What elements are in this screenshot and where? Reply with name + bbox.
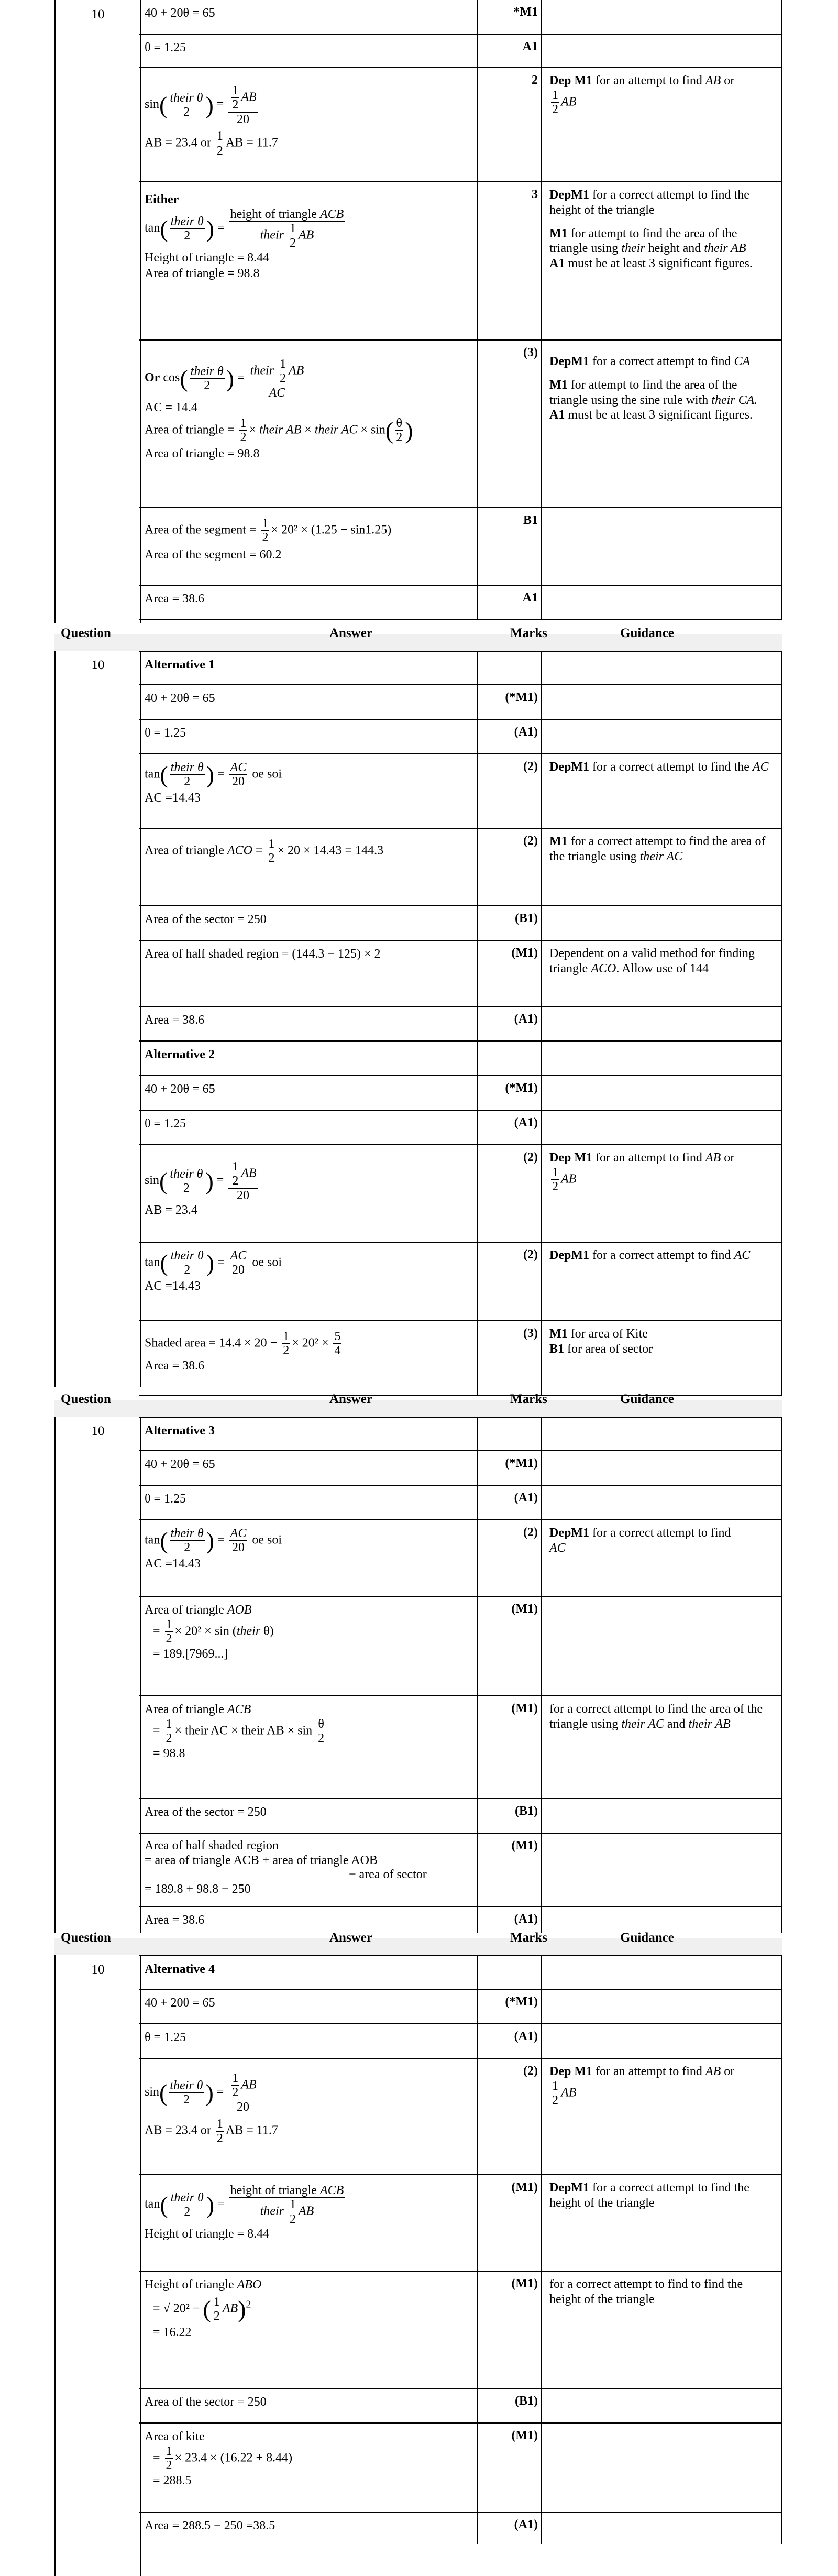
marks-cell: (M1) [478, 2272, 542, 2388]
marks-cell: (2) [478, 829, 542, 905]
answer-cell: Either tan( $\frac{\text{their θ}}{2}$ ) = height of triangle ACB their $\frac{1}{2}$ AB Height of triangle = 8.44 Area of triangle = 98.8 [139, 182, 478, 339]
marks-cell: (3) [478, 1321, 542, 1395]
table-row [139, 1042, 782, 1076]
marks-cell: (M1) [478, 1834, 542, 1906]
question-column [54, 1417, 141, 1933]
table-row [139, 1907, 782, 1933]
marks-cell: (A1) [478, 1907, 542, 1933]
table-row [139, 1007, 782, 1042]
alternative-4-section [54, 1955, 782, 2576]
table-row [139, 1111, 782, 1145]
marks-cell: (M1) [478, 1597, 542, 1695]
answer-cell: tan( $\frac{\text{their θ}}{2}$ ) = $\frac{AC}{20}$ oe soi AC =14.43 [139, 1520, 478, 1596]
guidance-cell [542, 586, 782, 619]
marks-cell [478, 1042, 542, 1075]
table-row [139, 829, 782, 906]
guidance-cell: DepM1 for a correct attempt to find the AC [542, 754, 782, 828]
table-row [139, 651, 782, 685]
table-row [139, 1955, 782, 1990]
answer-cell: tan( $\frac{\text{their θ}}{2}$ ) = $\frac{AC}{20}$ oe soi AC =14.43 [139, 754, 478, 828]
marks-cell [478, 652, 542, 684]
guidance-cell [542, 652, 782, 684]
answer-cell: 40 + 20θ = 65 [139, 0, 478, 34]
marks-cell: (*M1) [478, 1451, 542, 1485]
guidance-cell [542, 720, 782, 753]
guidance-cell: DepM1 for a correct attempt to find the height of the triangle [542, 2175, 782, 2271]
table-row [139, 1597, 782, 1696]
answer-cell: Area of triangle ACB = $\frac{1}{2}$ × their AC × their AB × sin $\frac{\theta}{2}$ = 98.8 [139, 1696, 478, 1798]
guidance-cell [542, 1834, 782, 1906]
table-row [139, 1696, 782, 1799]
answer-cell: Height of triangle ABO = √ 20² − ( $\frac{1}{2}$ AB)$^2$ = 16.22 [139, 2272, 478, 2388]
table-row [139, 1417, 782, 1451]
answer-cell: Or cos( $\frac{\text{their θ}}{2}$ ) = their $\frac{1}{2}$ AB AC AC = 14.4 Area of triangle = $\frac{1}{2}$ × their AB × their AC × sin( $\frac{\theta}{2}$ ) Area of triangle = 98.8 [139, 341, 478, 507]
marks-cell: (M1) [478, 2424, 542, 2512]
guidance-cell: Dep M1 for an attempt to find AB or $\frac{1}{2}$ AB [542, 1145, 782, 1242]
answer-cell: sin( $\frac{\text{their θ}}{2}$ ) = $\frac{1}{2}$ AB 20 AB = 23.4 or $\frac{1}{2}$ AB = 11.7 [139, 68, 478, 181]
marks-cell: (A1) [478, 720, 542, 753]
answer-cell: 40 + 20θ = 65 [139, 1990, 478, 2023]
table-row [139, 182, 782, 341]
answer-cell: θ = 1.25 [139, 1486, 478, 1519]
marks-cell: (M1) [478, 1696, 542, 1798]
question-column [54, 1955, 141, 2576]
table-row [139, 1486, 782, 1520]
answer-cell: θ = 1.25 [139, 2024, 478, 2058]
answer-cell: Alternative 1 [139, 652, 478, 684]
marks-cell: A1 [478, 586, 542, 619]
guidance-cell [542, 2024, 782, 2058]
answer-rows [139, 0, 782, 620]
answer-cell: Area = 38.6 [139, 586, 478, 619]
answer-cell: θ = 1.25 [139, 720, 478, 753]
guidance-cell: for a correct attempt to find the area of the triangle using their AC and their AB [542, 1696, 782, 1798]
guidance-cell: Dep M1 for an attempt to find AB or $\frac{1}{2}$ AB [542, 2059, 782, 2174]
guidance-cell [542, 2424, 782, 2512]
table-row [139, 0, 782, 35]
marks-cell: (B1) [478, 906, 542, 940]
marks-cell: (B1) [478, 1799, 542, 1833]
answer-rows [139, 1955, 782, 2544]
guidance-cell [542, 1799, 782, 1833]
table-row [139, 1145, 782, 1243]
marks-cell: (M1) [478, 941, 542, 1006]
table-row [139, 2024, 782, 2059]
marks-cell [478, 1956, 542, 1989]
alternatives-1-2-section [54, 651, 782, 1387]
table-row [139, 35, 782, 68]
guidance-cell [542, 1451, 782, 1485]
table-row [139, 1321, 782, 1396]
marks-cell: (A1) [478, 1007, 542, 1040]
question-number: 10 [91, 658, 105, 672]
answer-cell: tan( $\frac{\text{their θ}}{2}$ ) = $\frac{AC}{20}$ oe soi AC =14.43 [139, 1243, 478, 1320]
guidance-cell: M1 for a correct attempt to find the area of the triangle using their AC [542, 829, 782, 905]
marks-cell: (2) [478, 754, 542, 828]
answer-cell: sin( $\frac{\text{their θ}}{2}$ ) = $\frac{1}{2}$ AB 20 AB = 23.4 [139, 1145, 478, 1242]
table-row [139, 2175, 782, 2272]
guidance-cell: DepM1 for a correct attempt to find CA M1 for attempt to find the area of the triangle using the sine rule with their CA. A1 must be at least 3 significant figures. [542, 341, 782, 507]
table-row [139, 941, 782, 1007]
answer-cell: Area of the sector = 250 [139, 2389, 478, 2422]
guidance-cell [542, 1007, 782, 1040]
column-header-bar: Question Answer Marks Guidance [54, 634, 782, 651]
alternative-3-section [54, 1417, 782, 1933]
marks-cell: 3 [478, 182, 542, 339]
answer-cell: Alternative 2 [139, 1042, 478, 1075]
guidance-cell [542, 1042, 782, 1075]
guidance-cell [542, 1990, 782, 2023]
answer-cell: tan( $\frac{\text{their θ}}{2}$ ) = height of triangle ACB their $\frac{1}{2}$ AB Height of triangle = 8.44 [139, 2175, 478, 2271]
table-row [139, 685, 782, 720]
marks-cell: 2 [478, 68, 542, 181]
answer-cell: 40 + 20θ = 65 [139, 685, 478, 719]
guidance-cell [542, 0, 782, 34]
answer-cell: sin( $\frac{\text{their θ}}{2}$ ) = $\frac{1}{2}$ AB 20 AB = 23.4 or $\frac{1}{2}$ AB = 11.7 [139, 2059, 478, 2174]
answer-cell: Area of the sector = 250 [139, 906, 478, 940]
answer-cell: Area = 38.6 [139, 1007, 478, 1040]
question-number: 10 [91, 7, 105, 21]
answer-cell: Area of triangle AOB = $\frac{1}{2}$ × 20² × sin (their θ) = 189.[7969...] [139, 1597, 478, 1695]
answer-cell: 40 + 20θ = 65 [139, 1451, 478, 1485]
guidance-cell [542, 35, 782, 67]
marks-cell: (A1) [478, 1486, 542, 1519]
marks-cell: *M1 [478, 0, 542, 34]
table-row [139, 1451, 782, 1486]
table-row [139, 2389, 782, 2424]
guidance-cell [542, 1076, 782, 1110]
marks-cell: (A1) [478, 1111, 542, 1144]
marks-cell [478, 1418, 542, 1450]
guidance-cell [542, 2389, 782, 2422]
guidance-cell [542, 1111, 782, 1144]
guidance-cell: DepM1 for a correct attempt to find the height of the triangle M1 for attempt to find the area of the triangle using their height and their AB A1 must be at least 3 significant figures. [542, 182, 782, 339]
answer-cell: Area of kite = $\frac{1}{2}$ × 23.4 × (16.22 + 8.44) = 288.5 [139, 2424, 478, 2512]
question-number: 10 [91, 1963, 105, 1977]
marks-cell: (B1) [478, 2389, 542, 2422]
answer-cell: Alternative 4 [139, 1956, 478, 1989]
table-row [139, 1243, 782, 1321]
column-header-bar: Question Answer Marks Guidance [54, 1938, 782, 1955]
table-row [139, 2513, 782, 2544]
guidance-cell [542, 1907, 782, 1933]
guidance-cell: DepM1 for a correct attempt to find AC [542, 1243, 782, 1320]
table-row [139, 1834, 782, 1907]
table-row [139, 1076, 782, 1111]
table-row [139, 1990, 782, 2024]
answer-cell: Area of triangle ACO = $\frac{1}{2}$ × 20 × 14.43 = 144.3 [139, 829, 478, 905]
marks-cell: B1 [478, 508, 542, 585]
answer-cell: Area of half shaded region = (144.3 − 125) × 2 [139, 941, 478, 1006]
marks-cell: (*M1) [478, 1076, 542, 1110]
guidance-cell [542, 1597, 782, 1695]
guidance-cell: DepM1 for a correct attempt to find AC [542, 1520, 782, 1596]
table-row [139, 2424, 782, 2513]
page-1-section [54, 0, 782, 623]
question-column [54, 651, 141, 1387]
table-row [139, 2059, 782, 2175]
marks-cell: (*M1) [478, 685, 542, 719]
guidance-cell [542, 1418, 782, 1450]
answer-cell: Shaded area = 14.4 × 20 − $\frac{1}{2}$ × 20² × $\frac{5}{4}$ Area = 38.6 [139, 1321, 478, 1395]
answer-cell: θ = 1.25 [139, 1111, 478, 1144]
guidance-cell: Dependent on a valid method for finding triangle ACO. Allow use of 144 [542, 941, 782, 1006]
answer-rows [139, 651, 782, 1396]
answer-cell: Area = 38.6 [139, 1907, 478, 1933]
marks-cell: (A1) [478, 2024, 542, 2058]
marks-cell: (3) [478, 341, 542, 507]
guidance-cell: for a correct attempt to find to find the height of the triangle [542, 2272, 782, 2388]
table-row [139, 1799, 782, 1834]
table-row [139, 2272, 782, 2389]
table-row [139, 508, 782, 586]
guidance-cell [542, 508, 782, 585]
table-row [139, 754, 782, 829]
answer-cell: Area of half shaded region = area of triangle ACB + area of triangle AOB − area of sector = 189.8 + 98.8 − 250 [139, 1834, 478, 1906]
table-row [139, 1520, 782, 1597]
marks-cell: (2) [478, 2059, 542, 2174]
guidance-cell [542, 685, 782, 719]
answer-cell: Area of the sector = 250 [139, 1799, 478, 1833]
marks-cell: A1 [478, 35, 542, 67]
table-row [139, 586, 782, 620]
table-row [139, 341, 782, 508]
guidance-cell: M1 for area of Kite B1 for area of sector [542, 1321, 782, 1395]
question-number: 10 [91, 1424, 105, 1438]
marks-cell: (A1) [478, 2513, 542, 2544]
guidance-cell [542, 1486, 782, 1519]
answer-cell: Area = 288.5 − 250 =38.5 [139, 2513, 478, 2544]
marks-cell: (2) [478, 1520, 542, 1596]
table-row [139, 906, 782, 941]
answer-cell: Area of the segment = $\frac{1}{2}$ × 20² × (1.25 − sin1.25) Area of the segment = 60.2 [139, 508, 478, 585]
guidance-cell [542, 2513, 782, 2544]
marks-cell: (*M1) [478, 1990, 542, 2023]
marks-cell: (M1) [478, 2175, 542, 2271]
marks-cell: (2) [478, 1243, 542, 1320]
answer-cell: Alternative 3 [139, 1418, 478, 1450]
table-row [139, 720, 782, 754]
answer-rows [139, 1417, 782, 1933]
guidance-cell [542, 1956, 782, 1989]
marks-cell: (2) [478, 1145, 542, 1242]
guidance-cell: Dep M1 for an attempt to find AB or $\frac{1}{2}$ AB [542, 68, 782, 181]
question-column [54, 0, 141, 623]
guidance-cell [542, 906, 782, 940]
answer-cell: θ = 1.25 [139, 35, 478, 67]
table-row [139, 68, 782, 182]
answer-cell: 40 + 20θ = 65 [139, 1076, 478, 1110]
column-header-bar: Question Answer Marks Guidance [54, 1400, 782, 1417]
